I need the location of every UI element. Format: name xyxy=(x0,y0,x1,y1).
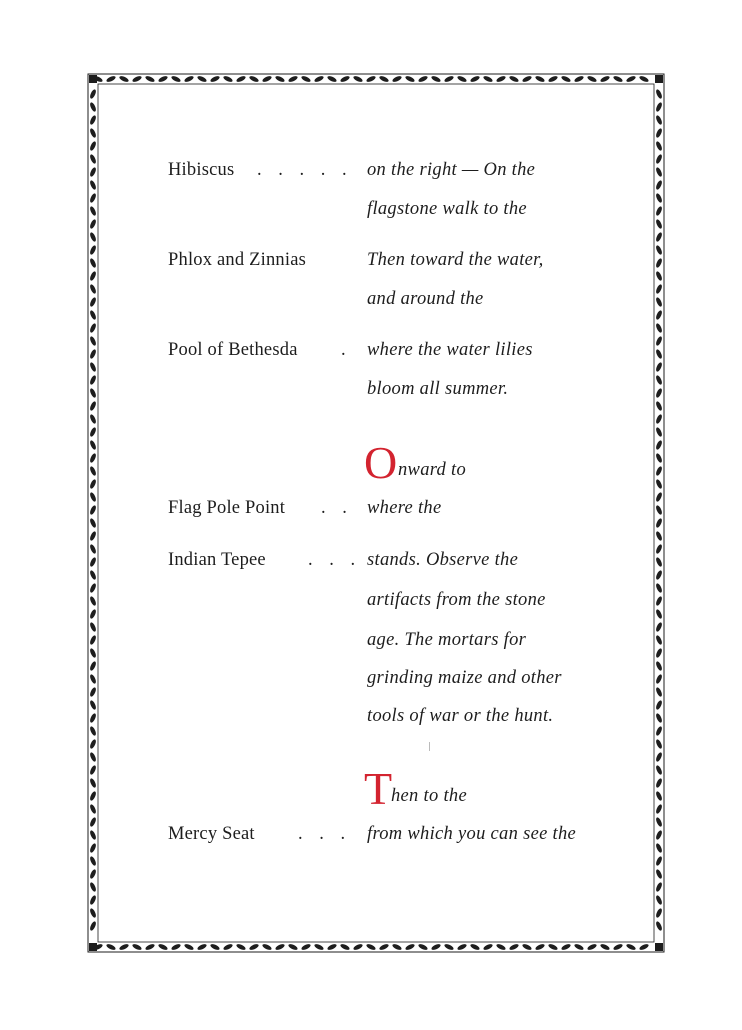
drop-cap-t-rest: hen to the xyxy=(391,786,467,806)
desc-tepee-line-4: grinding maize and other xyxy=(367,668,562,688)
desc-tepee-line-5: tools of war or the hunt. xyxy=(367,706,554,726)
term-indian-tepee: Indian Tepee xyxy=(168,550,266,570)
desc-pool-line-1: where the water lilies xyxy=(367,340,533,360)
desc-hibiscus-line-2: flagstone walk to the xyxy=(367,199,527,219)
drop-cap-o: O xyxy=(364,437,398,488)
desc-tepee-line-2: artifacts from the stone xyxy=(367,590,546,610)
desc-pool-line-2: bloom all summer. xyxy=(367,379,509,399)
desc-tepee-line-1: stands. Observe the xyxy=(367,550,519,570)
desc-phlox-line-1: Then toward the water, xyxy=(367,250,544,270)
term-pool-of-bethesda: Pool of Bethesda xyxy=(168,340,298,360)
paper-speck xyxy=(429,742,430,751)
leader-dots: . . . . . xyxy=(257,160,353,180)
leader-dots: . . xyxy=(321,498,353,518)
term-flag-pole-point: Flag Pole Point xyxy=(168,498,286,518)
desc-phlox-line-2: and around the xyxy=(367,289,484,309)
term-hibiscus: Hibiscus xyxy=(168,160,235,180)
leader-dots: . . . xyxy=(308,550,362,570)
desc-hibiscus-line-1: on the right — On the xyxy=(367,160,536,180)
desc-tepee-line-3: age. The mortars for xyxy=(367,630,527,650)
term-phlox-and-zinnias: Phlox and Zinnias xyxy=(168,250,307,270)
desc-flag-pole-line-1: where the xyxy=(367,498,442,518)
desc-mercy-seat-line-1: from which you can see the xyxy=(367,824,577,844)
leader-dots: . . . xyxy=(298,824,352,844)
leader-dots: . xyxy=(341,340,352,360)
term-mercy-seat: Mercy Seat xyxy=(168,824,255,844)
drop-cap-o-rest: nward to xyxy=(398,460,467,480)
drop-cap-t: T xyxy=(364,763,393,814)
